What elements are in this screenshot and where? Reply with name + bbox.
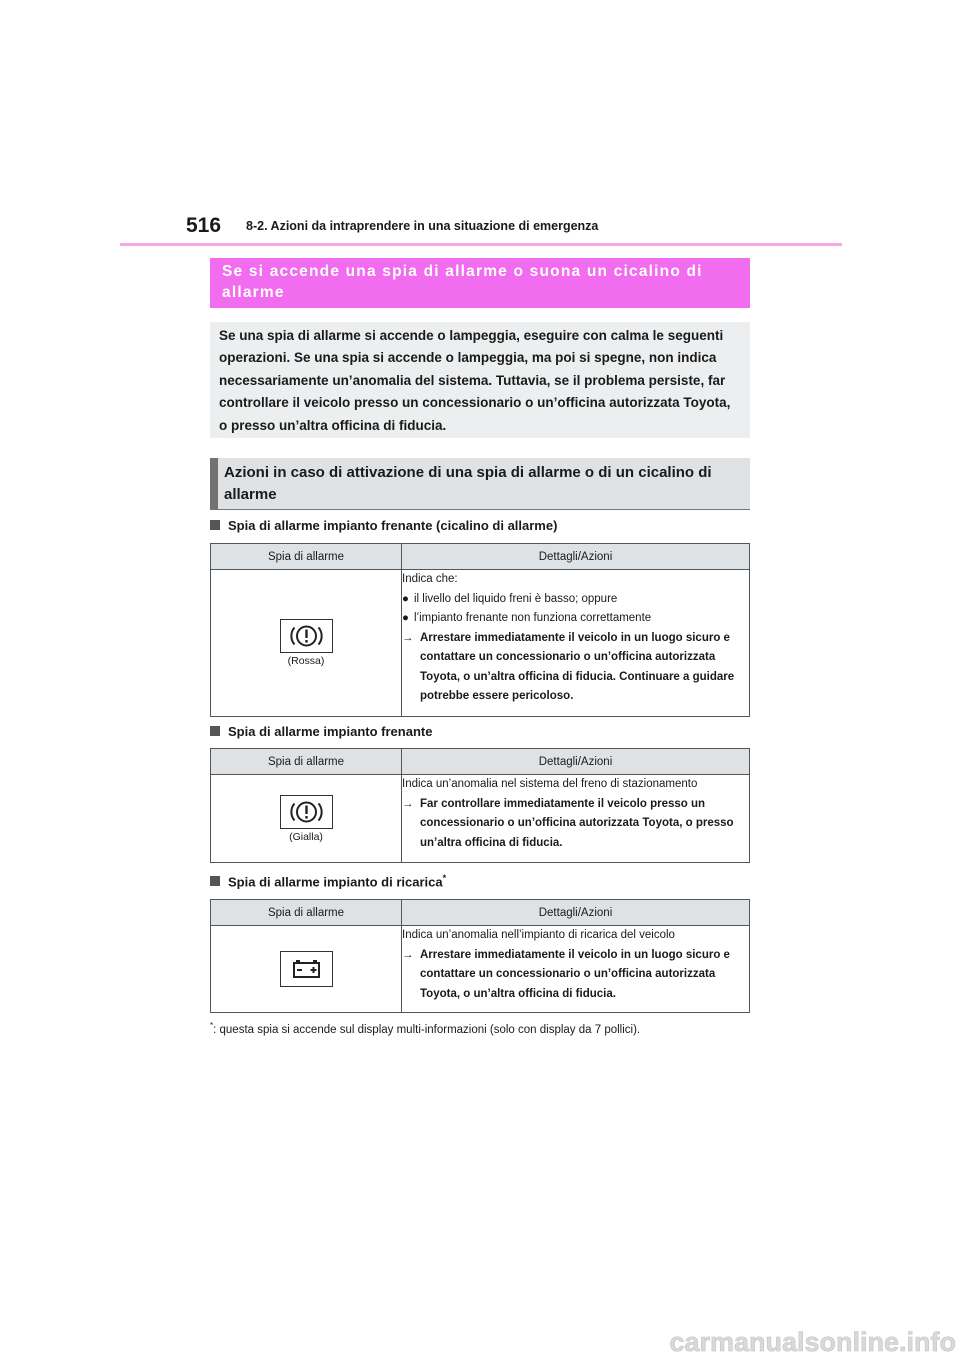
warning-light-cell xyxy=(211,775,402,863)
subheading xyxy=(210,458,750,510)
brake-warning-icon xyxy=(280,619,333,653)
arrow-icon: → xyxy=(402,631,414,644)
table-row xyxy=(211,926,750,1013)
action-instruction: → Arrestare immediatamente il veicolo in un luogo sicuro e contattare un concessionario o un’officina autorizzata Toyota, o un’altra officina di fiducia. xyxy=(402,946,749,1005)
details-intro: Indica che: xyxy=(402,573,458,585)
table-header-warning-light: Spia di allarme xyxy=(211,749,402,775)
subheading-bar xyxy=(210,458,218,509)
warning-light-cell xyxy=(211,570,402,717)
footnote-marker: * xyxy=(442,873,447,883)
section-title-brake-buzzer: Spia di allarme impianto frenante (cicalino di allarme) xyxy=(210,518,557,533)
table-header-row xyxy=(211,749,750,775)
details-cell xyxy=(402,926,750,1013)
warning-table-brake xyxy=(210,748,750,863)
action-instruction: → Arrestare immediatamente il veicolo in un luogo sicuro e contattare un concessionario o un’officina autorizzata Toyota, o un’altra officina di fiducia. Continuare a guidare potrebbe essere pericoloso. xyxy=(402,629,749,707)
warning-table-brake-buzzer xyxy=(210,543,750,717)
header-rule xyxy=(120,243,842,246)
watermark-logo xyxy=(620,1318,960,1358)
footnote-marker: * xyxy=(210,1021,214,1030)
table-row xyxy=(211,570,750,717)
table-header-warning-light: Spia di allarme xyxy=(211,900,402,926)
brake-warning-icon xyxy=(280,795,333,829)
arrow-icon: → xyxy=(402,797,414,810)
table-header-details: Dettagli/Azioni xyxy=(402,544,750,570)
action-instruction: → Far controllare immediatamente il veicolo presso un concessionario o un’officina autorizzata Toyota, o presso un’altra officina di fiducia. xyxy=(402,795,749,854)
table-header-warning-light: Spia di allarme xyxy=(211,544,402,570)
footnote-text: : questa spia si accende sul display multi-informazioni (solo con display da 7 pollici). xyxy=(213,1023,641,1036)
section-banner xyxy=(210,258,750,308)
battery-icon xyxy=(280,951,333,987)
bullet-icon: ● xyxy=(402,612,409,624)
color-label: (Gialla) xyxy=(289,830,323,843)
page-number: 516 xyxy=(186,214,222,237)
table-row xyxy=(211,775,750,863)
details-intro: Indica un’anomalia nel sistema del freno di stazionamento xyxy=(402,778,698,790)
arrow-icon: → xyxy=(402,948,414,961)
square-bullet-icon xyxy=(210,520,220,530)
section-title-charging: Spia di allarme impianto di ricarica* xyxy=(210,873,446,889)
warning-light-cell xyxy=(211,926,402,1013)
running-head: 8-2. Azioni da intraprendere in una situazione di emergenza xyxy=(246,219,599,233)
svg-text:carmanualsonline.info: carmanualsonline.info xyxy=(669,1327,956,1357)
section-banner-title: Se si accende una spia di allarme o suona un cicalino di allarme xyxy=(222,263,703,301)
table-header-details: Dettagli/Azioni xyxy=(402,749,750,775)
section-title-brake: Spia di allarme impianto frenante xyxy=(210,724,432,739)
intro-text: Se una spia di allarme si accende o lampeggia, eseguire con calma le seguenti operazioni. Se una spia si accende o lampeggia, ma poi si spegne, non indica necessariamente un’anomalia del sistema. Tuttavia, se il problema persiste, far controllare il veicolo presso un concessionario o un’officina autorizzata Toyota, o presso un’altra officina di fiducia. xyxy=(219,328,731,433)
list-item: ● il livello del liquido freni è basso; oppure xyxy=(402,590,749,610)
details-cell xyxy=(402,570,750,717)
footnote xyxy=(210,1021,640,1036)
table-header-details: Dettagli/Azioni xyxy=(402,900,750,926)
square-bullet-icon xyxy=(210,726,220,736)
subheading-title: Azioni in caso di attivazione di una spia di allarme o di un cicalino di allarme xyxy=(224,464,712,503)
bullet-icon: ● xyxy=(402,592,409,605)
details-intro: Indica un’anomalia nell’impianto di ricarica del veicolo xyxy=(402,929,675,941)
square-bullet-icon xyxy=(210,876,220,886)
table-header-row xyxy=(211,900,750,926)
intro-box xyxy=(210,322,750,438)
table-header-row xyxy=(211,544,750,570)
list-item: ● l’impianto frenante non funziona correttamente xyxy=(402,609,749,629)
warning-table-charging xyxy=(210,899,750,1013)
details-cell xyxy=(402,775,750,863)
color-label: (Rossa) xyxy=(287,655,325,667)
